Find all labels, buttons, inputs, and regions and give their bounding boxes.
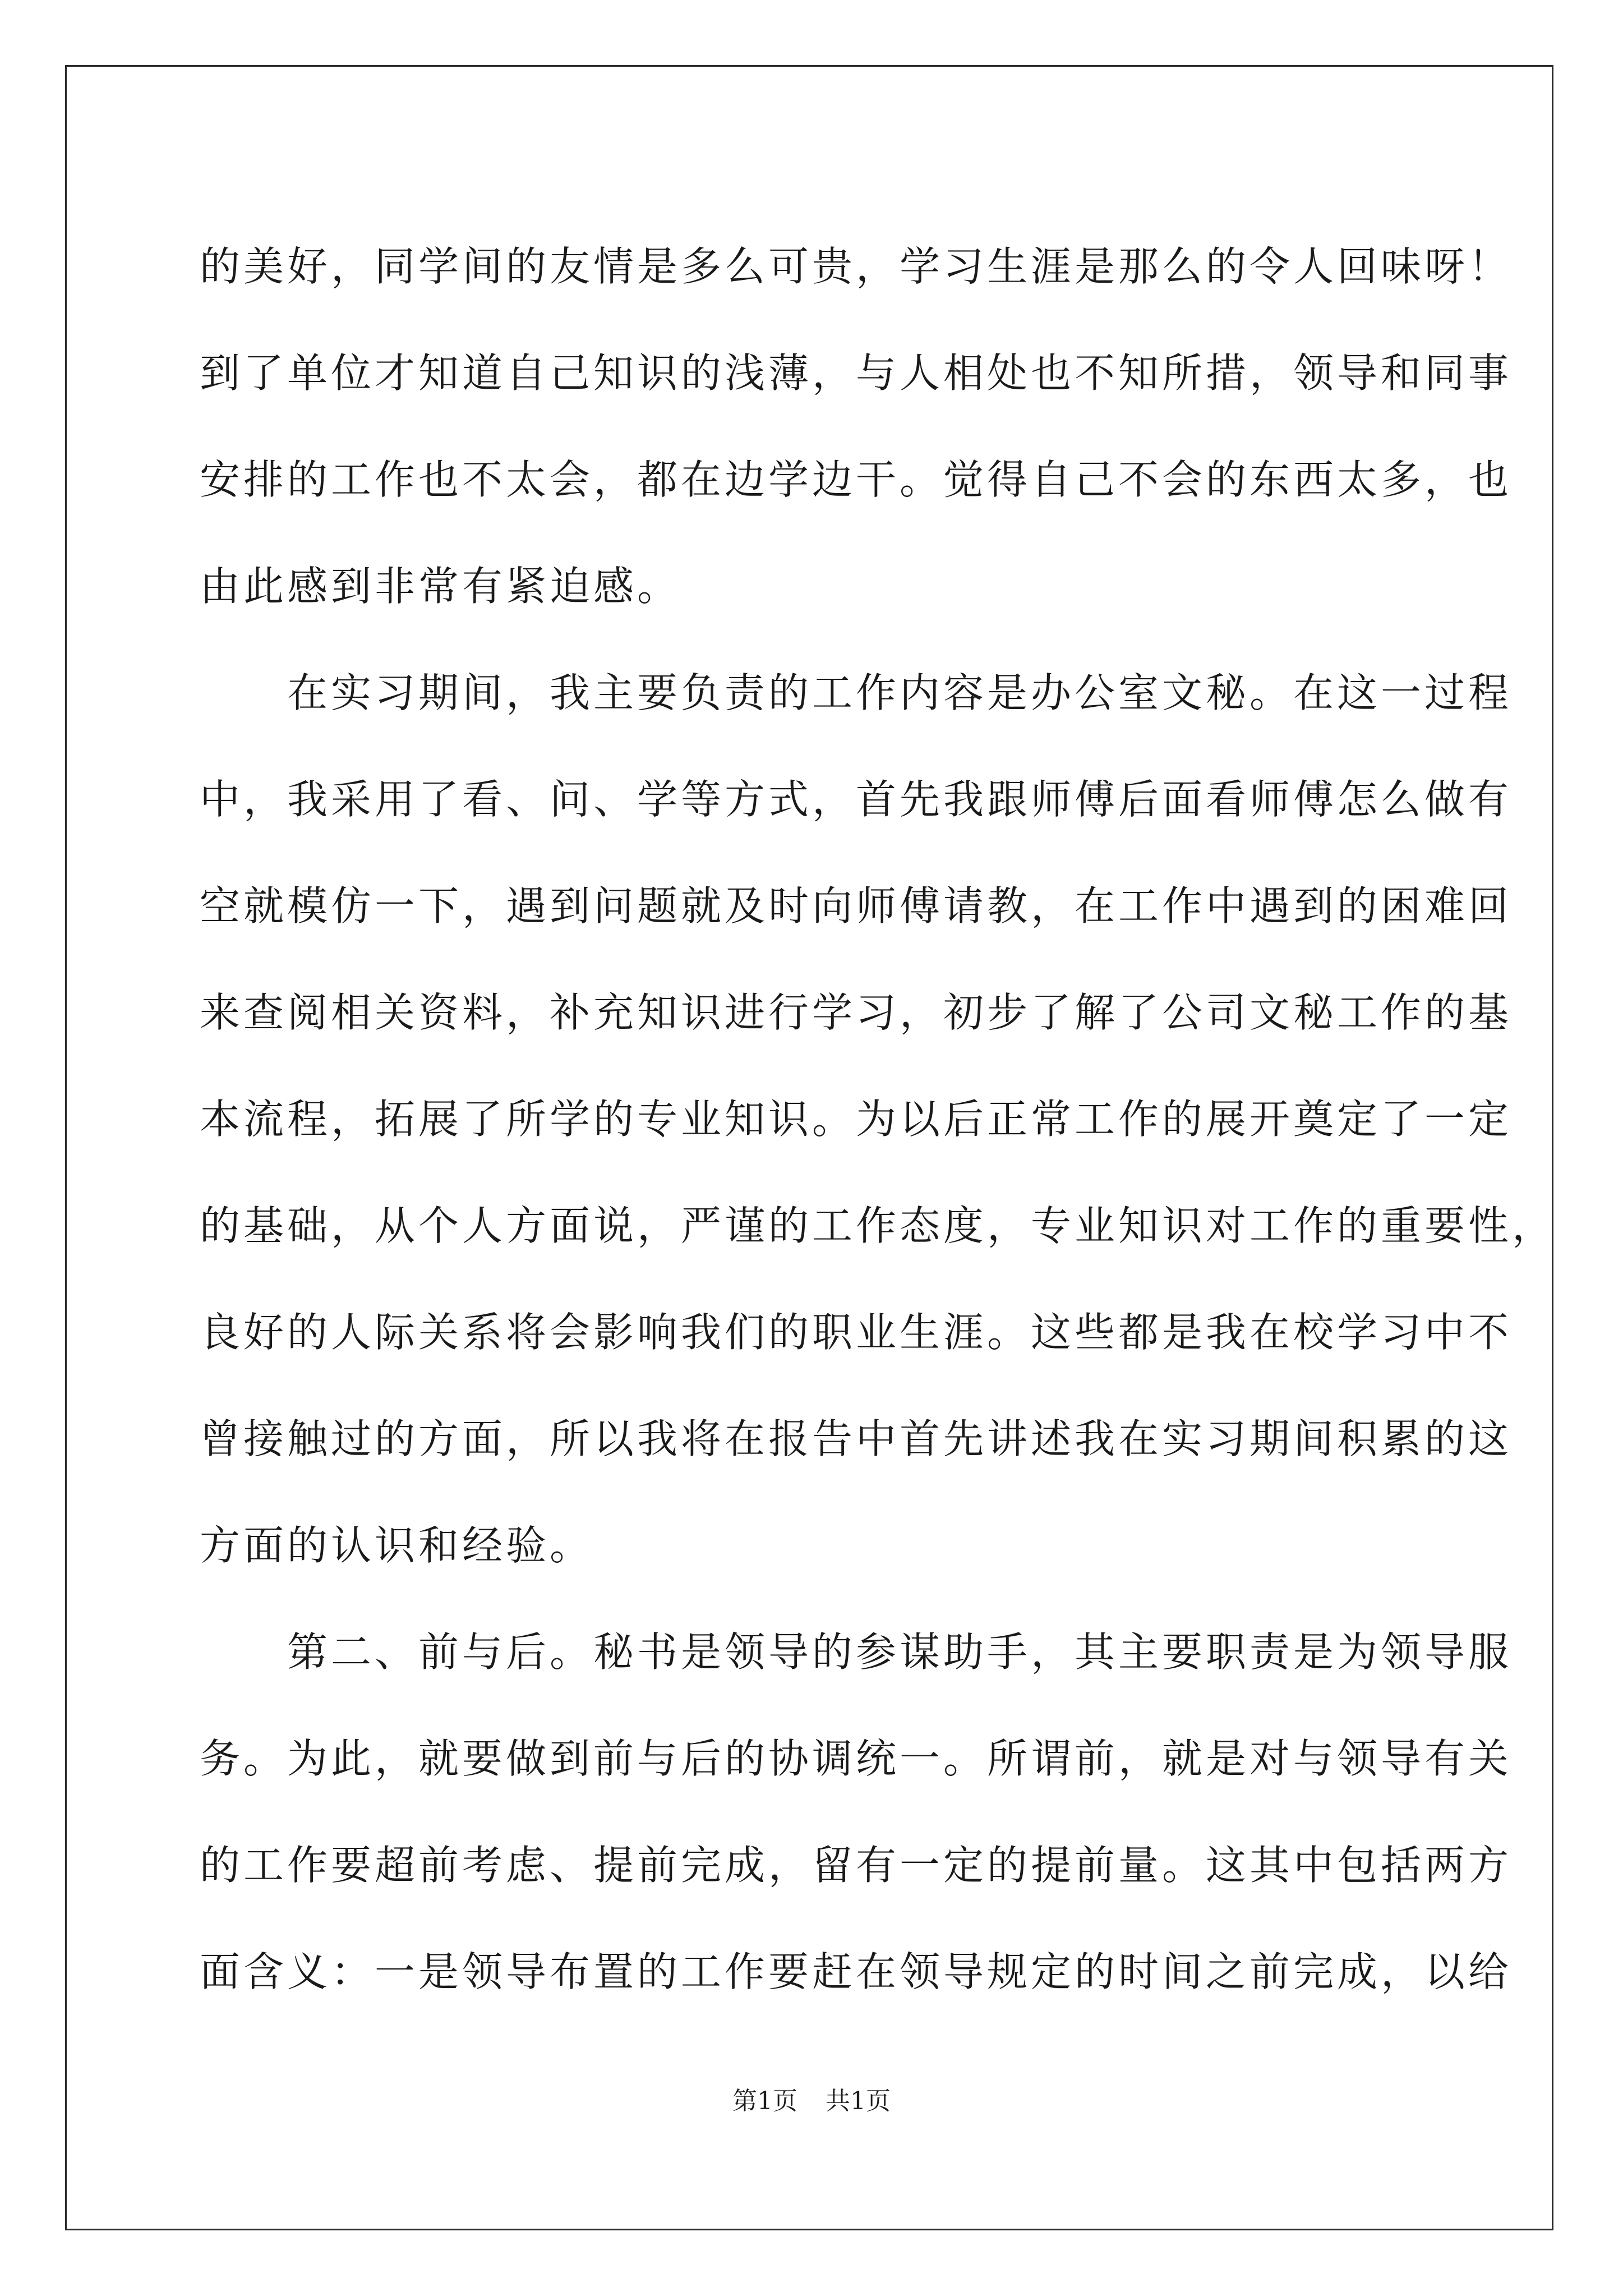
page-total: 共1页 [826,2087,891,2115]
text-line: 务。为此，就要做到前与后的协调统一。所谓前，就是对与领导有关 [200,1735,1513,1782]
text-line: 的工作要超前考虑、提前完成，留有一定的提前量。这其中包括两方 [200,1842,1513,1889]
text-line: 在实习期间，我主要负责的工作内容是办公室文秘。在这一过程 [200,669,1513,716]
text-line: 中，我采用了看、问、学等方式，首先我跟师傅后面看师傅怎么做有 [200,776,1513,823]
text-line: 本流程，拓展了所学的专业知识。为以后正常工作的展开奠定了一定 [200,1096,1513,1143]
text-line: 空就模仿一下，遇到问题就及时向师傅请教，在工作中遇到的困难回 [200,882,1513,930]
text-line: 来查阅相关资料，补充知识进行学习，初步了解了公司文秘工作的基 [200,989,1513,1036]
document-body [200,213,1556,2025]
text-line: 的美好，同学间的友情是多么可贵，学习生涯是那么的令人回味呀！ [200,243,1513,290]
text-line: 第二、前与后。秘书是领导的参谋助手，其主要职责是为领导服 [200,1628,1513,1676]
text-line: 方面的认识和经验。 [200,1522,594,1569]
text-line: 良好的人际关系将会影响我们的职业生涯。这些都是我在校学习中不 [200,1309,1513,1356]
text-line: 面含义：一是领导布置的工作要赶在领导规定的时间之前完成，以给 [200,1948,1513,1995]
text-line: 曾接触过的方面，所以我将在报告中首先讲述我在实习期间积累的这 [200,1415,1513,1462]
text-line: 安排的工作也不太会，都在边学边干。觉得自己不会的东西太多，也 [200,456,1513,503]
text-line: 的基础，从个人方面说，严谨的工作态度，专业知识对工作的重要性， [200,1202,1556,1249]
text-line: 由此感到非常有紧迫感。 [200,563,681,610]
page-number: 第1页 [732,2087,797,2115]
text-line: 到了单位才知道自己知识的浅薄，与人相处也不知所措，领导和同事 [200,349,1513,397]
page-footer [0,2085,1623,2118]
